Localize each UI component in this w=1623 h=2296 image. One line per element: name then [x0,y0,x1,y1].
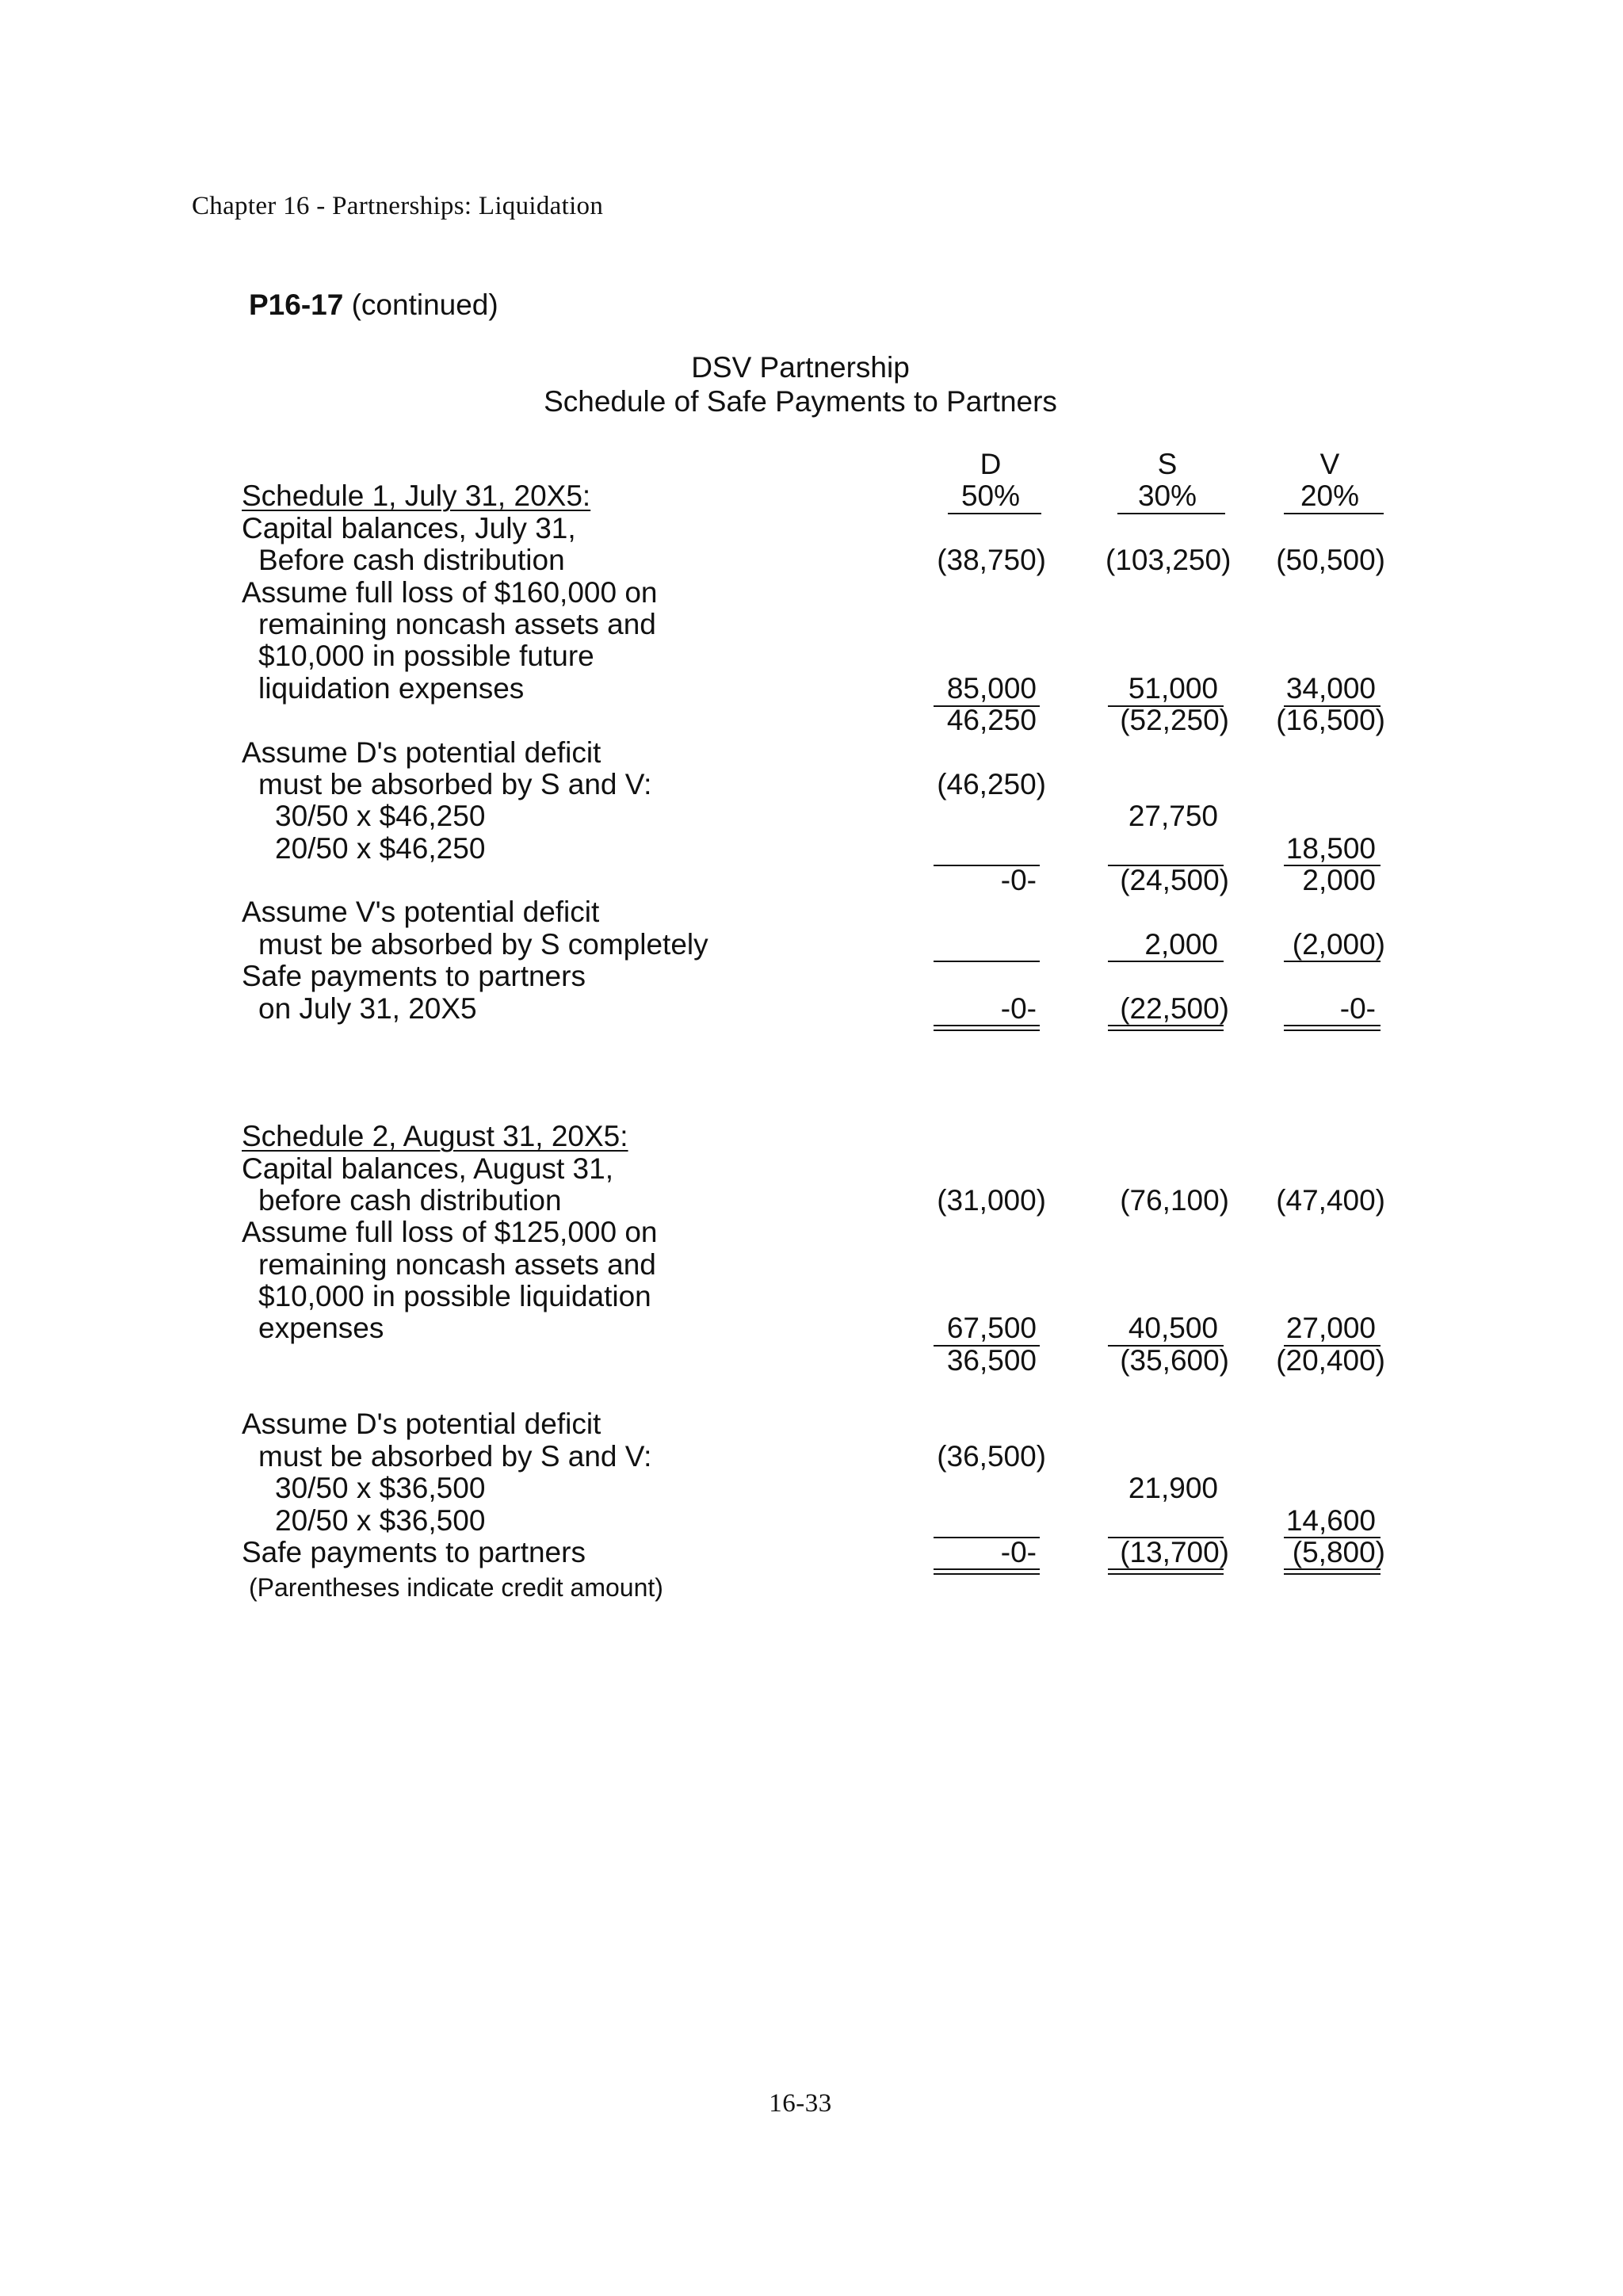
schedule1-heading: Schedule 1, July 31, 20X5: [242,479,591,512]
schedule1-cap-s: (103,250) [1106,544,1232,576]
schedule2-loss-s: 40,500 [1128,1312,1218,1344]
schedule2-ddef-label-1: Assume D's potential deficit [242,1408,601,1440]
schedule1-sub2-d: -0- [1000,864,1037,896]
schedule1-cap-d: (38,750) [937,544,1046,576]
schedule2-sub1-s: (35,600) [1120,1344,1229,1377]
schedule1-calc-s-label: 30/50 x $46,250 [275,800,486,832]
schedule2-safe-s: (13,700) [1120,1536,1229,1568]
schedule1-calc-s: 27,750 [1128,800,1218,832]
page-number [0,2089,1623,2118]
schedule2-safe-double-rule-s [1108,1568,1224,1575]
schedule2-cap-d: (31,000) [937,1184,1046,1217]
schedule1-cap-label-2: Before cash distribution [258,544,565,576]
schedule2-sub1-d: 36,500 [946,1344,1037,1377]
schedule1-vdef-rule-v [1284,961,1381,962]
schedule2-ddef-d: (36,500) [937,1440,1046,1473]
schedule1-vdef-rule-d [934,961,1040,962]
schedule1-ddef-d: (46,250) [937,768,1046,800]
schedule1-loss-label-3: $10,000 in possible future [258,640,594,672]
problem-suffix: (continued) [343,288,498,321]
schedule2-loss-label-3: $10,000 in possible liquidation [258,1280,651,1312]
schedule1-sub1-v: (16,500) [1276,704,1385,736]
schedule1-loss-s: 51,000 [1128,672,1218,705]
schedule2-calc-v-label: 20/50 x $36,500 [275,1504,486,1537]
credit-amount-note: (Parentheses indicate credit amount) [249,1573,663,1602]
schedule1-loss-d: 85,000 [946,672,1037,705]
schedule2-calc-s: 21,900 [1128,1472,1218,1504]
schedule1-vdef-rule-s [1108,961,1224,962]
schedule2-cap-s: (76,100) [1120,1184,1229,1217]
schedule2-cap-v: (47,400) [1276,1184,1385,1217]
schedule1-ddef-label-2: must be absorbed by S and V: [258,768,652,800]
schedule1-vdef-label-1: Assume V's potential deficit [242,896,600,928]
schedule2-safe-double-rule-v [1284,1568,1381,1575]
partnership-title: DSV Partnership [691,351,910,384]
schedule2-loss-d: 67,500 [946,1312,1037,1344]
schedule1-vdef-s: 2,000 [1144,928,1218,961]
schedule2-calc-s-label: 30/50 x $36,500 [275,1472,486,1504]
schedule2-loss-label-4: expenses [258,1312,384,1344]
schedule2-safe-double-rule-d [934,1568,1040,1575]
page-number-text: 16-33 [769,2089,832,2118]
schedule-subtitle: Schedule of Safe Payments to Partners [544,385,1057,418]
schedule1-safe-double-rule-v [1284,1025,1381,1031]
schedule1-cap-label-1: Capital balances, July 31, [242,512,576,544]
column-name-v: V [1319,448,1340,480]
schedule2-cap-label-1: Capital balances, August 31, [242,1152,613,1185]
header-underline-v [1284,513,1384,514]
schedule2-heading: Schedule 2, August 31, 20X5: [242,1120,628,1152]
schedule1-cap-v: (50,500) [1276,544,1385,576]
schedule2-loss-label-2: remaining noncash assets and [258,1248,656,1281]
schedule1-safe-double-rule-s [1108,1025,1224,1031]
schedule2-safe-label: Safe payments to partners [242,1536,586,1568]
schedule1-safe-label-1: Safe payments to partners [242,960,586,992]
schedule2-loss-label-1: Assume full loss of $125,000 on [242,1216,658,1248]
schedule2-sub1-v: (20,400) [1276,1344,1385,1377]
schedule1-safe-s: (22,500) [1120,992,1229,1025]
schedule1-vdef-label-2: must be absorbed by S completely [258,928,708,961]
column-pct-v: 20% [1300,479,1360,512]
header-underline-d [948,513,1041,514]
schedule1-sub2-v: 2,000 [1302,864,1376,896]
schedule1-ddef-label-1: Assume D's potential deficit [242,736,601,769]
schedule1-sub1-s: (52,250) [1120,704,1229,736]
schedule1-vdef-v: (2,000) [1292,928,1385,961]
schedule1-calc-v: 18,500 [1285,832,1376,865]
problem-number: P16-17 [249,288,344,321]
schedule2-cap-label-2: before cash distribution [258,1184,562,1217]
schedule1-loss-label-2: remaining noncash assets and [258,608,656,640]
schedule1-loss-v: 34,000 [1285,672,1376,705]
column-name-d: D [980,448,1002,480]
schedule1-safe-double-rule-d [934,1025,1040,1031]
schedule1-safe-v: -0- [1339,992,1376,1025]
schedule1-sub1-d: 46,250 [946,704,1037,736]
running-head: Chapter 16 - Partnerships: Liquidation [192,192,604,220]
schedule1-loss-label-4: liquidation expenses [258,672,525,705]
schedule1-calc-v-label: 20/50 x $46,250 [275,832,486,865]
schedule1-safe-d: -0- [1000,992,1037,1025]
column-pct-d: 50% [960,479,1021,512]
schedule2-ddef-label-2: must be absorbed by S and V: [258,1440,652,1473]
header-underline-s [1117,513,1225,514]
schedule1-sub2-s: (24,500) [1120,864,1229,896]
schedule2-calc-v: 14,600 [1285,1504,1376,1537]
schedule2-loss-v: 27,000 [1285,1312,1376,1344]
column-pct-s: 30% [1137,479,1197,512]
schedule2-safe-d: -0- [1000,1536,1037,1568]
schedule2-safe-v: (5,800) [1292,1536,1385,1568]
schedule1-loss-label-1: Assume full loss of $160,000 on [242,576,658,609]
schedule1-safe-label-2: on July 31, 20X5 [258,992,477,1025]
column-name-s: S [1157,448,1178,480]
